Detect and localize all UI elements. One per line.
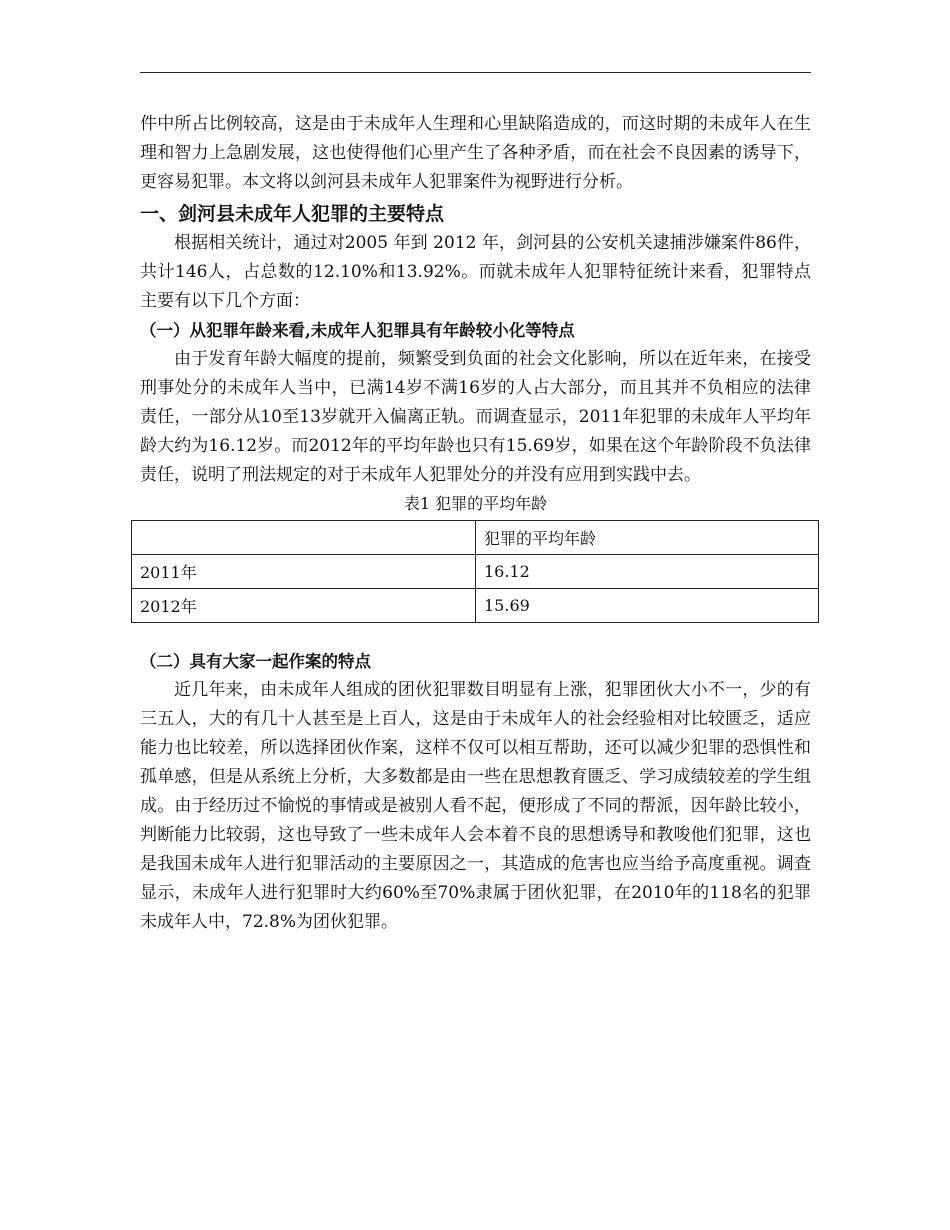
section1-heading: 一、剑河县未成年人犯罪的主要特点 bbox=[140, 203, 445, 225]
average-age-table bbox=[131, 520, 819, 623]
table-cell-year: 2011年 bbox=[132, 555, 476, 589]
intro-paragraph: 件中所占比例较高，这是由于未成年人生理和心里缺陷造成的，而这时期的未成年人在生理和智力上急剧发展，这也使得他们心里产生了各种矛盾，而在社会不良因素的诱导下，更容易犯罪。本文将以剑河县未成年人犯罪案件为视野进行分析。 bbox=[140, 114, 811, 192]
table-cell-age: 15.69 bbox=[476, 589, 819, 623]
sub1-paragraph: 由于发育年龄大幅度的提前，频繁受到负面的社会文化影响，所以在近年来，在接受刑事处分的未成年人当中，已满14岁不满16岁的人占大部分，而且其并不负相应的法律责任，一部分从10至13岁就开入偏离正轨。而调查显示，2011年犯罪的未成年人平均年龄大约为16.12岁。而2012年的平均年龄也只有15.69岁，如果在这个年龄阶段不负法律责任，说明了刑法规定的对于未成年人犯罪处分的并没有应用到实践中去。 bbox=[140, 349, 811, 485]
table-header-cell: 犯罪的平均年龄 bbox=[476, 521, 819, 555]
table-header-row bbox=[132, 521, 819, 555]
table-cell-year: 2012年 bbox=[132, 589, 476, 623]
sub1-heading: （一）从犯罪年龄来看,未成年人犯罪具有年龄较小化等特点 bbox=[140, 321, 575, 340]
header-rule bbox=[140, 72, 811, 73]
table-caption: 表1 犯罪的平均年龄 bbox=[403, 494, 548, 513]
table-header-cell bbox=[132, 521, 476, 555]
document-body bbox=[140, 110, 811, 937]
sub2-heading: （二）具有大家一起作案的特点 bbox=[140, 652, 371, 671]
table-row bbox=[132, 555, 819, 589]
table-cell-age: 16.12 bbox=[476, 555, 819, 589]
section1-paragraph: 根据相关统计，通过对2005 年到 2012 年，剑河县的公安机关逮捕涉嫌案件86件，共计146人，占总数的12.10%和13.92%。而就未成年人犯罪特征统计来看，犯罪特点主要有以下几个方面： bbox=[140, 233, 811, 311]
table-row bbox=[132, 589, 819, 623]
sub2-paragraph: 近几年来，由未成年人组成的团伙犯罪数目明显有上涨，犯罪团伙大小不一，少的有三五人，大的有几十人甚至是上百人，这是由于未成年人的社会经验相对比较匮乏，适应能力也比较差，所以选择团伙作案，这样不仅可以相互帮助，还可以减少犯罪的恐惧性和孤单感，但是从系统上分析，大多数都是由一些在思想教育匮乏、学习成绩较差的学生组成。由于经历过不愉悦的事情或是被别人看不起，便形成了不同的帮派，因年龄比较小，判断能力比较弱，这也导致了一些未成年人会本着不良的思想诱导和教唆他们犯罪，这也是我国未成年人进行犯罪活动的主要原因之一，其造成的危害也应当给予高度重视。调查显示，未成年人进行犯罪时大约60%至70%隶属于团伙犯罪，在2010年的118名的犯罪未成年人中，72.8%为团伙犯罪。 bbox=[140, 680, 811, 932]
